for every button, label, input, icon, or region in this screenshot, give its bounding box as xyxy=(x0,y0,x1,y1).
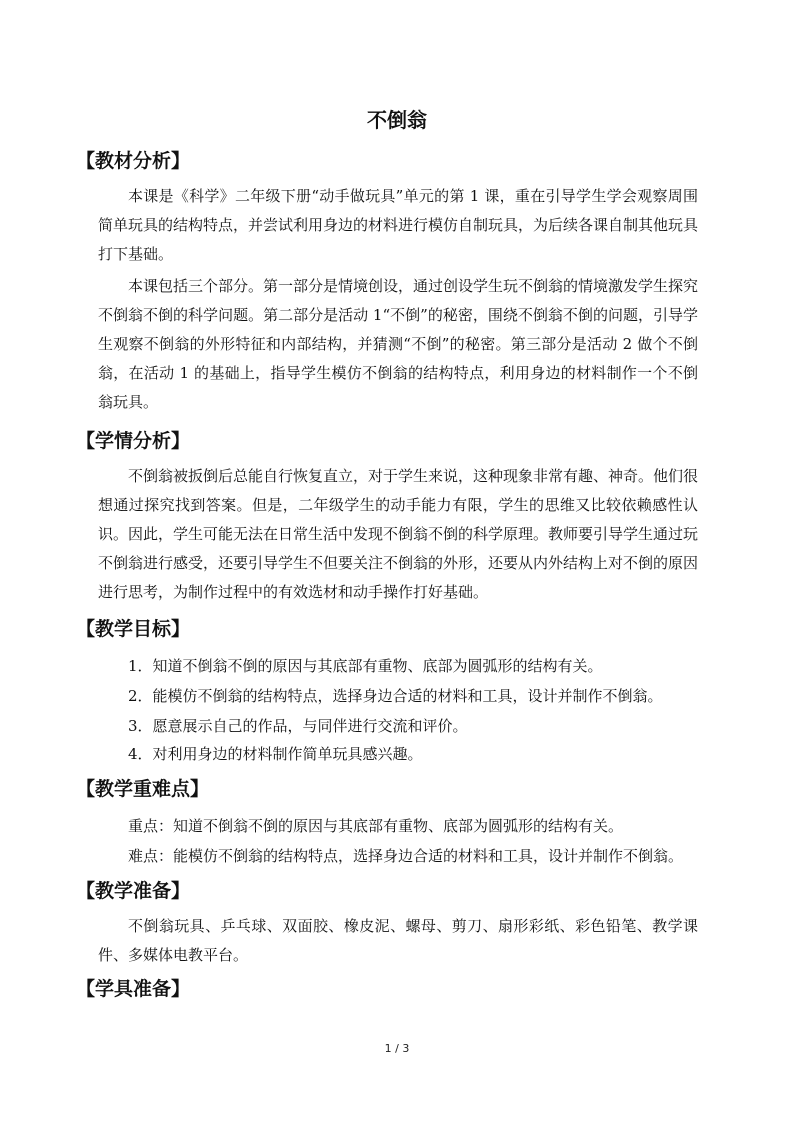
difficulty-item: 难点：能模仿不倒翁的结构特点，选择身边合适的材料和工具，设计并制作不倒翁。 xyxy=(128,847,684,865)
section-heading-prep: 【教学准备】 xyxy=(76,880,191,902)
paragraph-material-1: 本课是《科学》二年级下册“动手做玩具”单元的第 1 课，重在引导学生学会观察周围简单玩具的结构特点，并尝试利用身边的材料进行模仿自制玩具，为后续各课自制其他玩具打下基础。 xyxy=(98,187,699,263)
objective-item-3: 3．愿意展示自己的作品，与同伴进行交流和评价。 xyxy=(128,717,468,735)
paragraph-prep-1: 不倒翁玩具、乒乓球、双面胶、橡皮泥、螺母、剪刀、扇形彩纸、彩色铅笔、教学课件、多媒体电教平台。 xyxy=(98,917,698,964)
page-number: 1 / 3 xyxy=(384,1042,410,1055)
paragraph-material-2: 本课包括三个部分。第一部分是情境创设，通过创设学生玩不倒翁的情境激发学生探究不倒翁不倒的科学问题。第二部分是活动 1“不倒”的秘密，围绕不倒翁不倒的问题，引导学生观察不倒翁的外形特征和内部结构，并猜测“不倒”的秘密。第三部分是活动 2 做个不倒翁，在活动 1 的基础上，指导学生模仿不倒翁的结构特点，利用身边的材料制作一个不倒翁玩具。 xyxy=(98,277,699,411)
section-heading-objectives: 【教学目标】 xyxy=(76,618,191,640)
section-heading-students: 【学情分析】 xyxy=(76,430,191,452)
section-heading-student-prep: 【学具准备】 xyxy=(76,978,191,1000)
page-title: 不倒翁 xyxy=(367,108,427,132)
section-heading-key-points: 【教学重难点】 xyxy=(76,778,210,800)
objective-item-4: 4．对利用身边的材料制作简单玩具感兴趣。 xyxy=(128,745,423,763)
objective-item-2: 2．能模仿不倒翁的结构特点，选择身边合适的材料和工具，设计并制作不倒翁。 xyxy=(128,687,663,705)
objective-item-1: 1．知道不倒翁不倒的原因与其底部有重物、底部为圆弧形的结构有关。 xyxy=(128,657,603,675)
paragraph-students-1: 不倒翁被扳倒后总能自行恢复直立，对于学生来说，这种现象非常有趣、神奇。他们很想通过探究找到答案。但是，二年级学生的动手能力有限，学生的思维又比较依赖感性认识。因此，学生可能无法在日常生活中发现不倒翁不倒的科学原理。教师要引导学生通过玩不倒翁进行感受，还要引导学生不但要关注不倒翁的外形，还要从内外结构上对不倒的原因进行思考，为制作过程中的有效选材和动手操作打好基础。 xyxy=(98,467,699,601)
section-heading-material: 【教材分析】 xyxy=(76,150,191,172)
key-point-item: 重点：知道不倒翁不倒的原因与其底部有重物、底部为圆弧形的结构有关。 xyxy=(128,817,624,835)
